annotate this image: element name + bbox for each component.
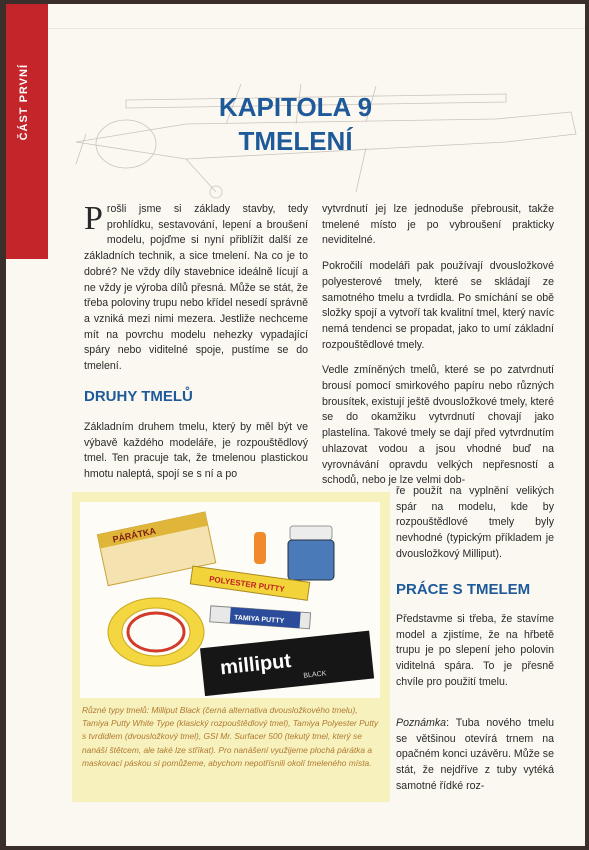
tamiya-label: TAMIYA PUTTY [233,614,285,625]
putty-products-illustration [80,502,380,698]
page-top-edge [48,4,585,29]
right-paragraph-2: Pokročilí modeláři pak používají dvousložkové polyesterové tmely, které se skládají ze samotného tmelu a tvrdidla. Po smíchání se obě složky spojí a vytvoří tak kvalitní tmel, který navíc nemá tendenci se propadat, jako to umí základní rozpouštědlové tmely. [322,260,554,351]
product-photo [80,502,380,698]
poznamka-text: : Tuba nového tmelu se většinou otevírá trnem na opačném konci uzávěru. Může se stát, že nejdříve z tuby vytéká samotné řídké roz- [396,717,554,792]
right-paragraph-3: Vedle zmíněných tmelů, které se po zatvrdnutí brousí pomocí smirkového papíru nebo různých brousítek, existují ještě dvousložkové tmely, které se do okamžiku vytvrdnutí chovají jako plastelína. Takové tmely se dají před vytvrdnutím uhlazovat vodou a jsou vhodné buď na vyrovnávání opravdu velkých nepřesností a schodů, nebo je lze velmi dob- [322,364,554,487]
drop-cap: P [84,200,103,237]
right-column [322,202,554,499]
milliput-sublabel: BLACK [303,670,327,680]
chapter-title [6,90,585,158]
book-page [6,4,585,846]
right-paragraph-3-wrap: ře použít na vyplnění velikých spár na modelu, kde by rozpouštědlové tmely byly nevhodné (typickým příkladem je dvousložkový Milliput). [396,485,554,560]
polyester-label: POLYESTER PUTTY [208,574,286,594]
orange-cap [254,532,266,564]
milliput-box [200,631,374,697]
prace-paragraph: Představme si třeba, že stavíme model a zjistíme, že na hřbetě trupu je po slepení jeho polovin viditelná spára. To je přesně chvíle pro použití tmelu. [396,613,554,688]
photo-box [72,492,390,802]
section-label: ČÁST PRVNÍ [18,64,30,141]
intro-text: rošli jsme si základy stavby, tedy prohlídku, sestavování, lepení a broušení modelu, pojďme si nyní přiblížit další ze základních technik, a sice tmelení. Na co je to dobré? Ne vždy díly stavebnice ideálně lícují a ne vždy je výroba dílů přesná. Může se stát, že třeba poloviny trupu nebo křídel nesedí správně a vzniká mezi nimi mezera. Jestliže nechceme mít na povrchu modelu nehezky vypadající spáry nebo viditelné spoje, pustíme se do tmelení. [84,203,308,373]
druhy-paragraph: Základním druhem tmelu, který by měl být ve výbavě každého modeláře, je rozpouštědlový tmel. Ten pracuje tak, že tmelenou plastickou hmotu naleptá, spojí se s ní a po [84,421,308,481]
left-column-2 [84,420,308,493]
right-paragraph-1: vytvrdnutí jej lze jednoduše přebrousit, takže tmelené místo je po vybroušení prakticky neviditelné. [322,203,554,247]
photo-caption: Různé typy tmelů: Milliput Black (černá alternativa dvousložkového tmelu), Tamiya Putty White Type (klasický rozpouštědlový tmel), Tamiya Polyester Putty s tvrdidlem (dvousložkový tmel), GSI Mr. Surfacer 500 (tekutý tmel, který se nanáší štětcem, ale také lze stříkat). Pro nanášení využijeme plochá párátka a maskovací páskou si pomůžeme, abychom nepotřísnili okolí tmeleného místa. [82,705,379,768]
poznamka-label: Poznámka [396,717,447,729]
chapter-name: TMELENÍ [238,126,353,156]
heading-druhy-tmelu: DRUHY TMELŮ [84,388,193,405]
tamiya-putty-tube [210,606,311,629]
left-column [84,202,308,385]
paratka-label: PÁRÁTKA [111,525,157,545]
milliput-label: milliput [219,650,293,680]
mr-surfacer-jar [288,526,334,580]
masking-tape-roll [108,598,204,666]
intro-paragraph [84,202,308,375]
heading-prace-s-tmelem: PRÁCE S TMELEM [396,581,531,598]
chapter-number: KAPITOLA 9 [218,92,373,122]
poznamka-paragraph [396,716,554,795]
